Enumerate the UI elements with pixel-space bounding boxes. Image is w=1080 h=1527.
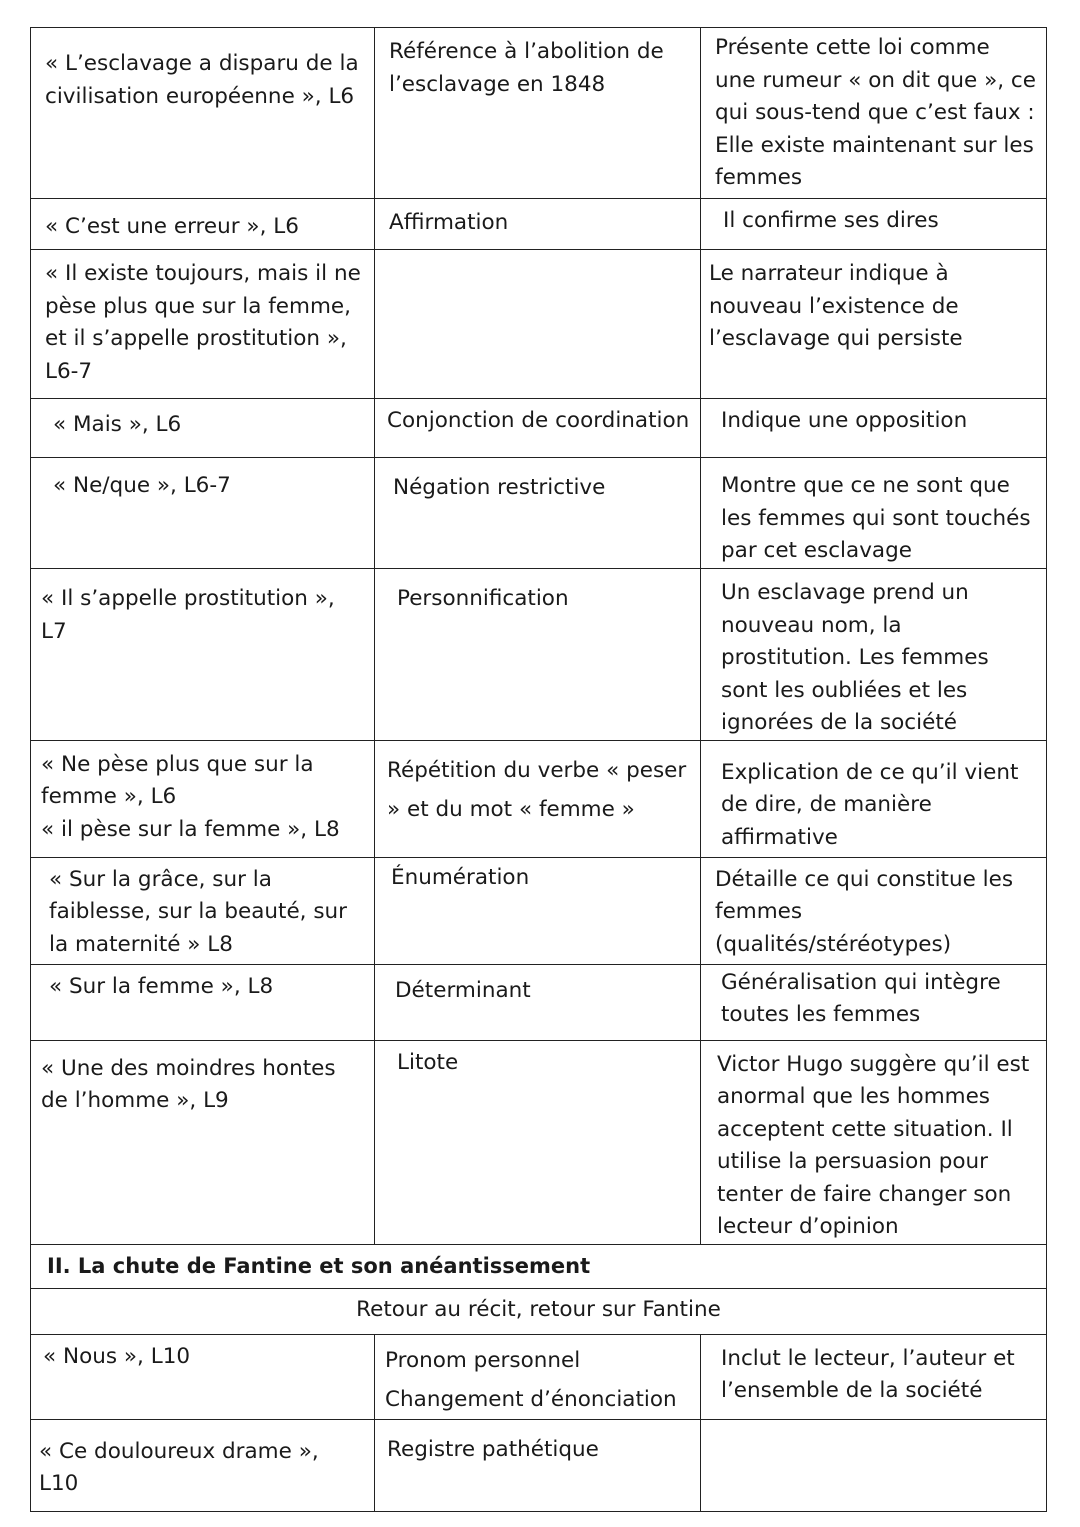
analysis-table-container bbox=[30, 27, 1046, 1512]
citation-cell: « Nous », L10 bbox=[31, 1334, 375, 1419]
table-row bbox=[31, 857, 1047, 964]
citation-cell: « Mais », L6 bbox=[31, 399, 375, 458]
procede-line: Pronom personnel bbox=[385, 1347, 581, 1373]
table-row bbox=[31, 199, 1047, 250]
citation-line: « il pèse sur la femme », L8 bbox=[41, 816, 340, 842]
citation-cell: « Il existe toujours, mais il ne pèse plus que sur la femme, et il s’appelle prostitution », L6-7 bbox=[31, 250, 375, 399]
section-subtitle: Retour au récit, retour sur Fantine bbox=[31, 1288, 1047, 1334]
procede-cell: Conjonction de coordination bbox=[375, 399, 701, 458]
procede-cell bbox=[375, 250, 701, 399]
section-row bbox=[31, 1244, 1047, 1288]
interpretation-cell: Un esclavage prend un nouveau nom, la prostitution. Les femmes sont les oubliées et les ignorées de la société bbox=[701, 569, 1047, 741]
citation-cell bbox=[31, 740, 375, 857]
interpretation-cell: Il confirme ses dires bbox=[701, 199, 1047, 250]
table-row bbox=[31, 399, 1047, 458]
interpretation-cell bbox=[701, 1419, 1047, 1511]
table-row bbox=[31, 1334, 1047, 1419]
citation-cell: « Il s’appelle prostitution », L7 bbox=[31, 569, 375, 741]
procede-line: Changement d’énonciation bbox=[385, 1386, 677, 1412]
table-row bbox=[31, 964, 1047, 1040]
table-row bbox=[31, 28, 1047, 199]
interpretation-cell: Généralisation qui intègre toutes les femmes bbox=[701, 964, 1047, 1040]
citation-cell: « Ce douloureux drame », L10 bbox=[31, 1419, 375, 1511]
subtitle-row bbox=[31, 1288, 1047, 1334]
citation-cell: « L’esclavage a disparu de la civilisation européenne », L6 bbox=[31, 28, 375, 199]
table-row bbox=[31, 1040, 1047, 1244]
citation-cell: « Sur la femme », L8 bbox=[31, 964, 375, 1040]
procede-cell: Litote bbox=[375, 1040, 701, 1244]
table-row bbox=[31, 458, 1047, 569]
procede-cell: Énumération bbox=[375, 857, 701, 964]
citation-cell: « C’est une erreur », L6 bbox=[31, 199, 375, 250]
interpretation-cell: Présente cette loi comme une rumeur « on dit que », ce qui sous-tend que c’est faux : Elle existe maintenant sur les femmes bbox=[701, 28, 1047, 199]
procede-cell: Personnification bbox=[375, 569, 701, 741]
table-row bbox=[31, 250, 1047, 399]
citation-cell: « Une des moindres hontes de l’homme », L9 bbox=[31, 1040, 375, 1244]
table-row bbox=[31, 1419, 1047, 1511]
procede-cell: Référence à l’abolition de l’esclavage en 1848 bbox=[375, 28, 701, 199]
interpretation-cell: Le narrateur indique à nouveau l’existence de l’esclavage qui persiste bbox=[701, 250, 1047, 399]
procede-cell: Registre pathétique bbox=[375, 1419, 701, 1511]
procede-cell: Négation restrictive bbox=[375, 458, 701, 569]
procede-cell bbox=[375, 1334, 701, 1419]
interpretation-cell: Inclut le lecteur, l’auteur et l’ensemble de la société bbox=[701, 1334, 1047, 1419]
table-row bbox=[31, 569, 1047, 741]
procede-cell: Répétition du verbe « peser » et du mot « femme » bbox=[375, 740, 701, 857]
citation-line: « Ne pèse plus que sur la femme », L6 bbox=[41, 751, 314, 809]
interpretation-cell: Victor Hugo suggère qu’il est anormal que les hommes acceptent cette situation. Il utilise la persuasion pour tenter de faire changer son lecteur d’opinion bbox=[701, 1040, 1047, 1244]
procede-cell: Déterminant bbox=[375, 964, 701, 1040]
table-row bbox=[31, 740, 1047, 857]
procede-cell: Affirmation bbox=[375, 199, 701, 250]
section-title: II. La chute de Fantine et son anéantissement bbox=[31, 1244, 1047, 1288]
citation-cell: « Ne/que », L6-7 bbox=[31, 458, 375, 569]
interpretation-cell: Montre que ce ne sont que les femmes qui sont touchés par cet esclavage bbox=[701, 458, 1047, 569]
interpretation-cell: Détaille ce qui constitue les femmes (qualités/stéréotypes) bbox=[701, 857, 1047, 964]
analysis-table bbox=[30, 27, 1047, 1512]
interpretation-cell: Explication de ce qu’il vient de dire, de manière affirmative bbox=[701, 740, 1047, 857]
citation-cell: « Sur la grâce, sur la faiblesse, sur la beauté, sur la maternité » L8 bbox=[31, 857, 375, 964]
interpretation-cell: Indique une opposition bbox=[701, 399, 1047, 458]
